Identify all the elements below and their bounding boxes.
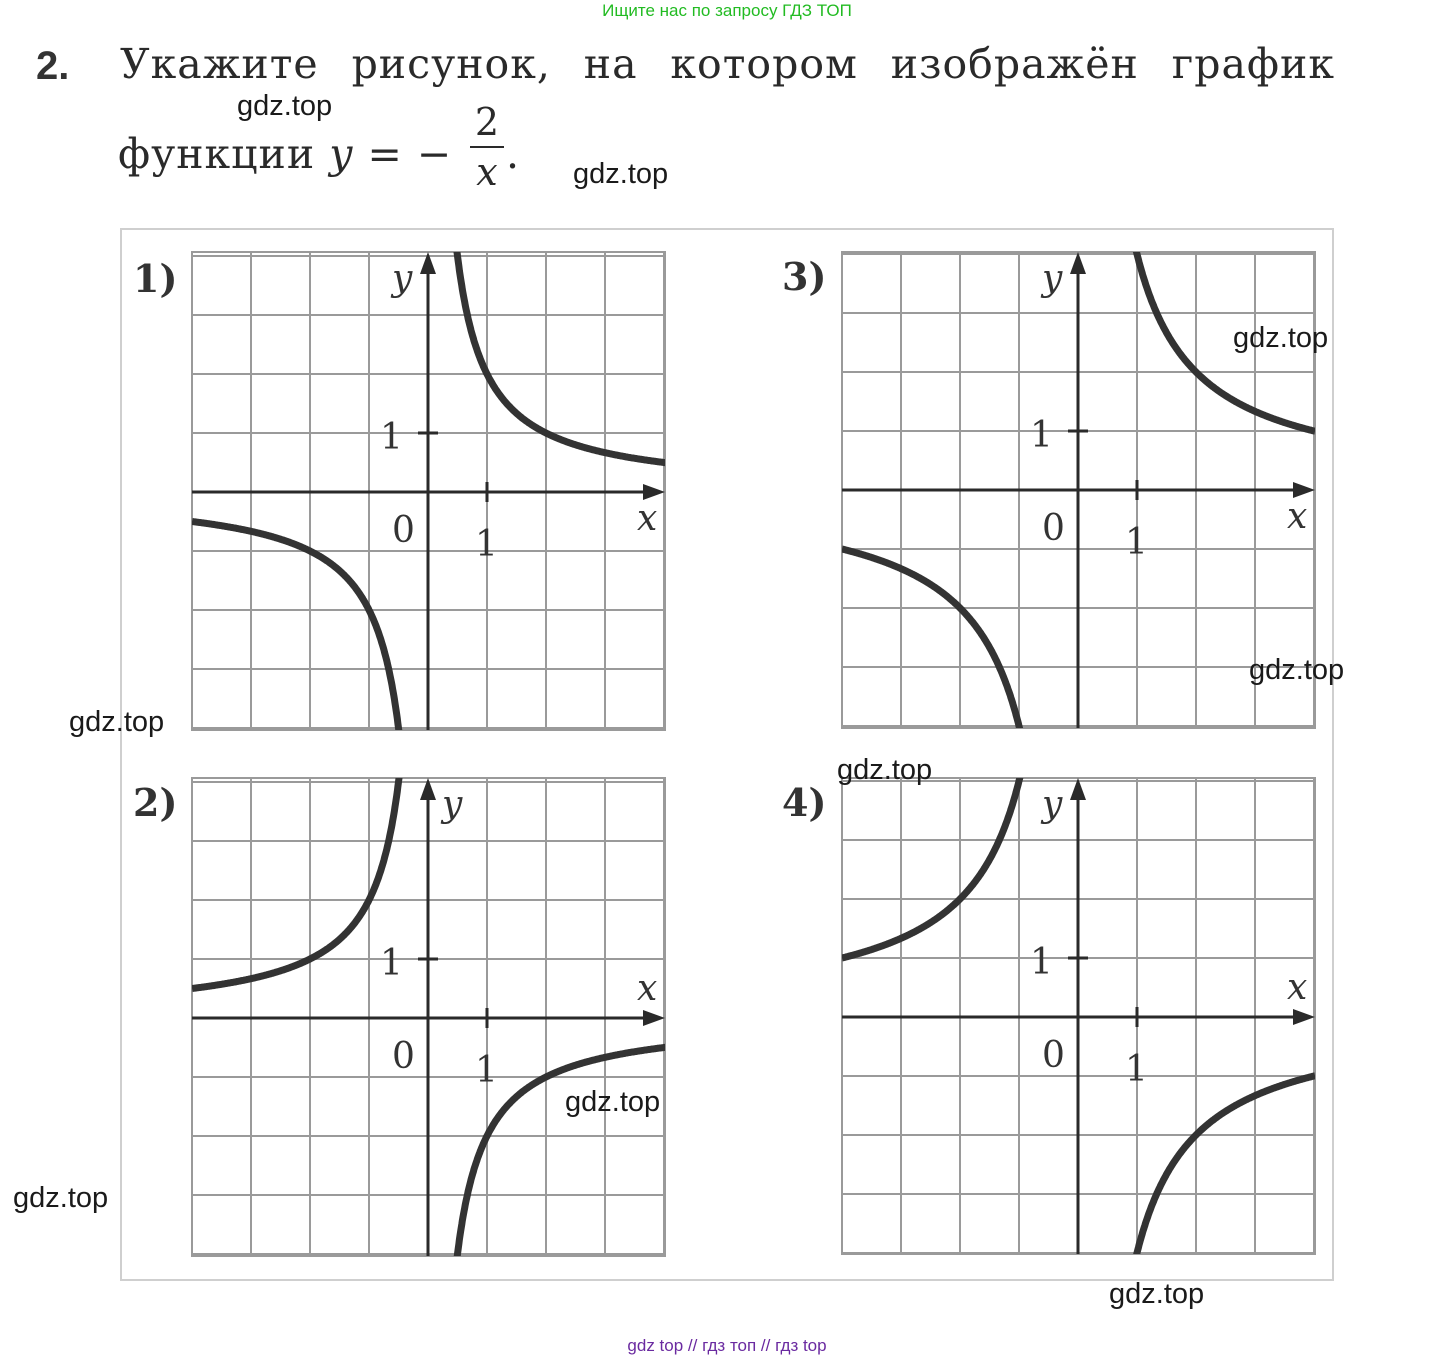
origin-label: 0 bbox=[1042, 1035, 1065, 1076]
top-banner: Ищите нас по запросу ГДЗ ТОП bbox=[602, 1, 852, 20]
x-axis-label: x bbox=[1287, 967, 1308, 1008]
plot-label-4: 4) bbox=[782, 780, 827, 825]
plot-label-1: 1) bbox=[133, 256, 178, 301]
watermark: gdz.top bbox=[1109, 1278, 1205, 1310]
watermark: gdz.top bbox=[69, 706, 165, 738]
y-axis-label: y bbox=[1042, 258, 1063, 299]
formula-end: . bbox=[506, 130, 520, 178]
x-axis-label: x bbox=[1287, 496, 1308, 537]
y-axis-label: y bbox=[392, 258, 413, 299]
y-axis-label: y bbox=[442, 784, 463, 825]
x-axis-label: x bbox=[637, 498, 658, 539]
task-number: 2. bbox=[36, 44, 70, 88]
y-tick-label: 1 bbox=[1030, 942, 1053, 983]
x-tick-label: 1 bbox=[475, 524, 498, 565]
hyperbola-branch bbox=[1083, 1076, 1315, 1360]
fraction-denominator: x bbox=[476, 150, 498, 194]
task-word: на bbox=[583, 40, 638, 88]
watermark: gdz.top bbox=[1249, 654, 1345, 686]
task-word: Укажите bbox=[120, 40, 319, 88]
x-axis-arrow bbox=[1293, 1009, 1315, 1025]
formula-variable: y bbox=[329, 130, 354, 178]
origin-label: 0 bbox=[392, 510, 415, 551]
origin-label: 0 bbox=[392, 1036, 415, 1077]
watermark: gdz.top bbox=[565, 1086, 661, 1118]
origin-label: 0 bbox=[1042, 508, 1065, 549]
task-word: котором bbox=[670, 40, 858, 88]
task-word: график bbox=[1171, 40, 1335, 88]
task-word: рисунок, bbox=[351, 40, 551, 88]
formula-equals: = bbox=[367, 130, 403, 178]
watermark: gdz.top bbox=[837, 754, 933, 786]
x-axis-label: x bbox=[637, 968, 658, 1009]
watermark: gdz.top bbox=[13, 1182, 109, 1214]
hyperbola-branch bbox=[842, 0, 1073, 958]
watermark: gdz.top bbox=[573, 158, 669, 190]
plot-label-2: 2) bbox=[133, 780, 178, 825]
y-tick-label: 1 bbox=[380, 417, 403, 458]
y-tick-label: 1 bbox=[1030, 415, 1053, 456]
plot-label-3: 3) bbox=[782, 254, 827, 299]
y-tick-label: 1 bbox=[380, 943, 403, 984]
x-tick-label: 1 bbox=[1125, 1049, 1148, 1090]
formula-minus: − bbox=[416, 130, 453, 178]
watermark: gdz.top bbox=[237, 90, 333, 122]
task-word: изображён bbox=[890, 40, 1139, 88]
x-tick-label: 1 bbox=[475, 1050, 498, 1091]
y-axis-label: y bbox=[1042, 784, 1063, 825]
task-word: функции bbox=[118, 130, 316, 178]
fraction-numerator: 2 bbox=[474, 100, 500, 144]
watermark: gdz.top bbox=[1233, 322, 1329, 354]
bottom-banner: gdz top // гдз топ // гдз top bbox=[627, 1336, 827, 1355]
x-tick-label: 1 bbox=[1125, 522, 1148, 563]
